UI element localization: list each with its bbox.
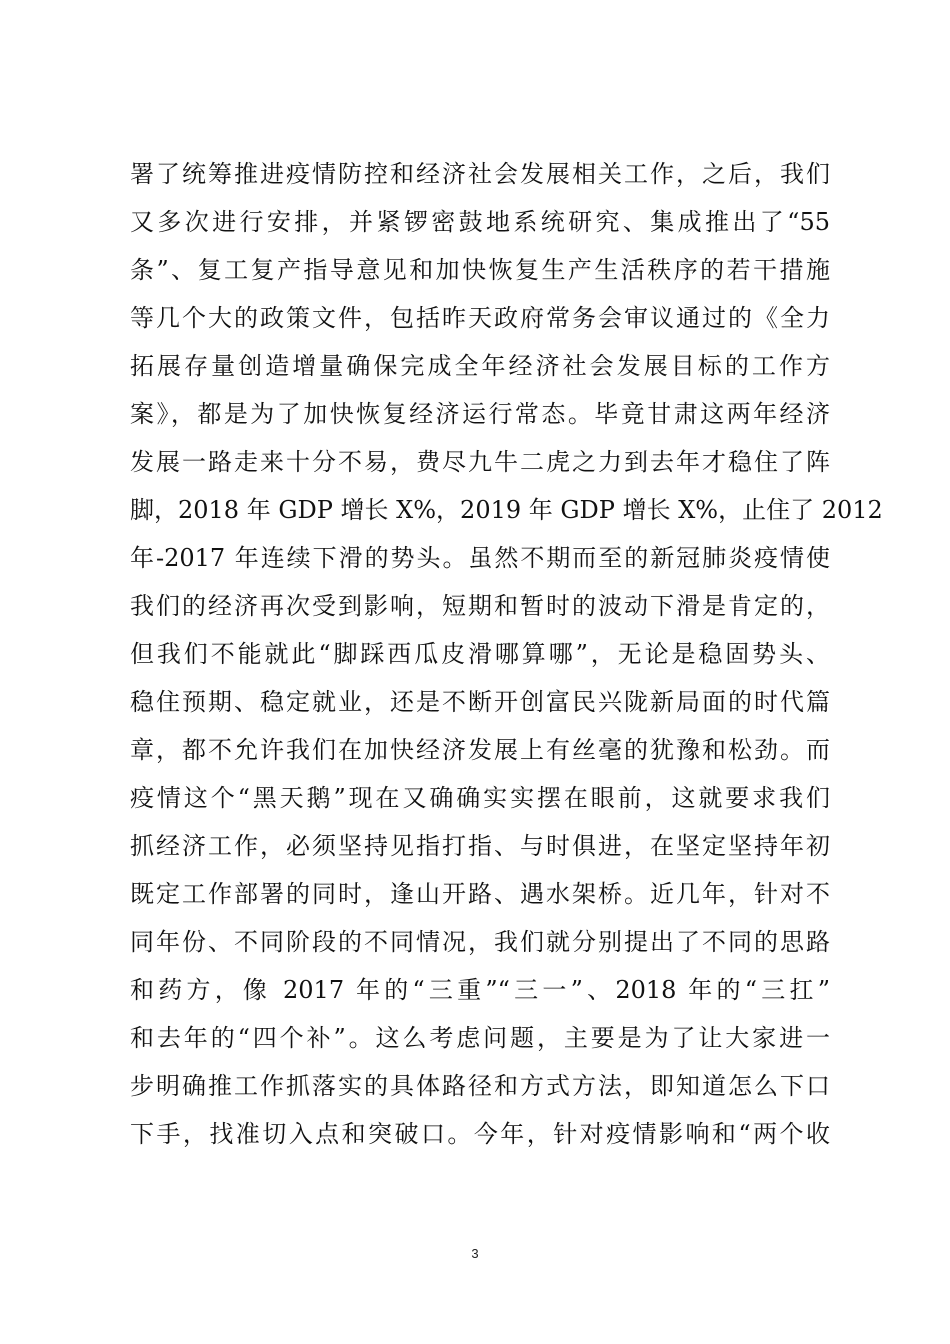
text-line: 和药方，像 2017 年的“三重”“三一”、2018 年的“三扛” (130, 976, 830, 1004)
text-line: 我们的经济再次受到影响，短期和暂时的波动下滑是肯定的， (130, 592, 830, 620)
text-line: 但我们不能就此“脚踩西瓜皮滑哪算哪”，无论是稳固势头、 (130, 640, 830, 668)
page-number: 3 (471, 1246, 479, 1261)
body-text (130, 150, 883, 1158)
text-line: 章，都不允许我们在加快经济发展上有丝毫的犹豫和松劲。而 (130, 736, 830, 764)
text-line: 同年份、不同阶段的不同情况，我们就分别提出了不同的思路 (130, 928, 830, 956)
text-line: 署了统筹推进疫情防控和经济社会发展相关工作，之后，我们 (130, 160, 830, 188)
text-line: 既定工作部署的同时，逢山开路、遇水架桥。近几年，针对不 (130, 880, 830, 908)
text-line: 拓展存量创造增量确保完成全年经济社会发展目标的工作方 (130, 352, 830, 380)
text-line: 又多次进行安排，并紧锣密鼓地系统研究、集成推出了“55 (130, 208, 830, 236)
text-line: 抓经济工作，必须坚持见指打指、与时俱进，在坚定坚持年初 (130, 832, 830, 860)
text-line: 疫情这个“黑天鹅”现在又确确实实摆在眼前，这就要求我们 (130, 784, 830, 812)
text-line: 发展一路走来十分不易，费尽九牛二虎之力到去年才稳住了阵 (130, 448, 830, 476)
text-line: 年-2017 年连续下滑的势头。虽然不期而至的新冠肺炎疫情使 (130, 544, 830, 572)
text-line: 下手，找准切入点和突破口。今年，针对疫情影响和“两个收 (130, 1120, 830, 1148)
text-line: 条”、复工复产指导意见和加快恢复生产生活秩序的若干措施 (130, 256, 830, 284)
text-line: 脚，2018 年 GDP 增长 X%，2019 年 GDP 增长 X%，止住了 2012 (130, 496, 883, 524)
text-line: 案》，都是为了加快恢复经济运行常态。毕竟甘肃这两年经济 (130, 400, 830, 428)
text-line: 稳住预期、稳定就业，还是不断开创富民兴陇新局面的时代篇 (130, 688, 830, 716)
text-line: 和去年的“四个补”。这么考虑问题，主要是为了让大家进一 (130, 1024, 830, 1052)
text-line: 步明确推工作抓落实的具体路径和方式方法，即知道怎么下口 (130, 1072, 830, 1100)
text-line: 等几个大的政策文件，包括昨天政府常务会审议通过的《全力 (130, 304, 830, 332)
